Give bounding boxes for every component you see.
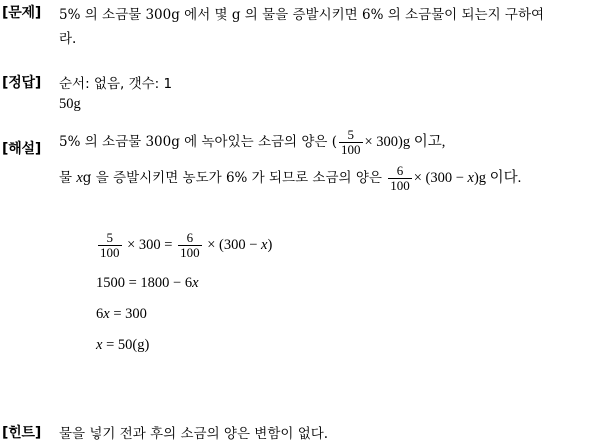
variable-x: x bbox=[103, 306, 110, 322]
equation-1-end: × (300 − bbox=[207, 236, 262, 253]
equation-4 bbox=[96, 337, 149, 354]
variable-x: x bbox=[261, 236, 268, 253]
solution-line2-start: 물 bbox=[59, 170, 77, 186]
fraction-denominator: 100 bbox=[100, 245, 120, 260]
solution-line2-middle: g 을 증발시키면 농도가 6% 가 되므로 소금의 양은 bbox=[82, 170, 382, 186]
solution-line1-end: × 300)g 이고, bbox=[364, 134, 446, 150]
problem-text-line1: 5% 의 소금물 300g 에서 몇 g 의 물을 증발시키면 6% 의 소금물이 되는지 구하여 bbox=[59, 7, 545, 23]
fraction-5-over-100 bbox=[339, 128, 363, 157]
fraction-5-over-100 bbox=[98, 231, 122, 260]
fraction-denominator: 100 bbox=[180, 245, 200, 260]
fraction-denominator: 100 bbox=[341, 142, 361, 157]
equation-1 bbox=[96, 231, 272, 260]
equation-3 bbox=[96, 306, 147, 323]
equation-3-rhs: = 300 bbox=[109, 306, 147, 322]
variable-x: x bbox=[192, 275, 199, 291]
fraction-numerator: 5 bbox=[347, 127, 354, 142]
solution-line2-end: )g 이다. bbox=[473, 170, 522, 186]
fraction-denominator: 100 bbox=[390, 178, 410, 193]
problem-label: [문제] bbox=[2, 5, 42, 21]
fraction-6-over-100 bbox=[388, 164, 412, 193]
solution-line2 bbox=[59, 164, 521, 193]
solution-line2-expr: × (300 − bbox=[413, 170, 468, 186]
variable-x: x bbox=[467, 170, 474, 186]
equation-3-coef: 6 bbox=[96, 306, 104, 322]
solution-line1 bbox=[59, 128, 445, 157]
answer-value: 50g bbox=[59, 96, 81, 112]
fraction-numerator: 5 bbox=[106, 230, 113, 245]
fraction-6-over-100 bbox=[178, 231, 202, 260]
answer-label: [정답] bbox=[2, 75, 42, 91]
equation-4-rhs: = 50(g) bbox=[102, 337, 150, 353]
hint-label: [힌트] bbox=[2, 425, 42, 441]
problem-text-line2: 라. bbox=[59, 31, 77, 47]
solution-label: [해설] bbox=[2, 141, 42, 157]
answer-meta: 순서: 없음, 갯수: 1 bbox=[59, 76, 173, 92]
solution-line1-start: 5% 의 소금물 300g 에 녹아있는 소금의 양은 ( bbox=[59, 134, 337, 150]
fraction-numerator: 6 bbox=[186, 230, 194, 245]
equation-2 bbox=[96, 275, 199, 292]
equation-1-close: ) bbox=[267, 236, 273, 253]
variable-x: x bbox=[96, 337, 103, 353]
equation-1-middle: × 300 = bbox=[127, 236, 173, 253]
fraction-numerator: 6 bbox=[396, 163, 404, 178]
variable-x: x bbox=[76, 170, 83, 186]
equation-2-expr: 1500 = 1800 − 6 bbox=[96, 275, 193, 291]
hint-text: 물을 넣기 전과 후의 소금의 양은 변함이 없다. bbox=[59, 426, 329, 442]
